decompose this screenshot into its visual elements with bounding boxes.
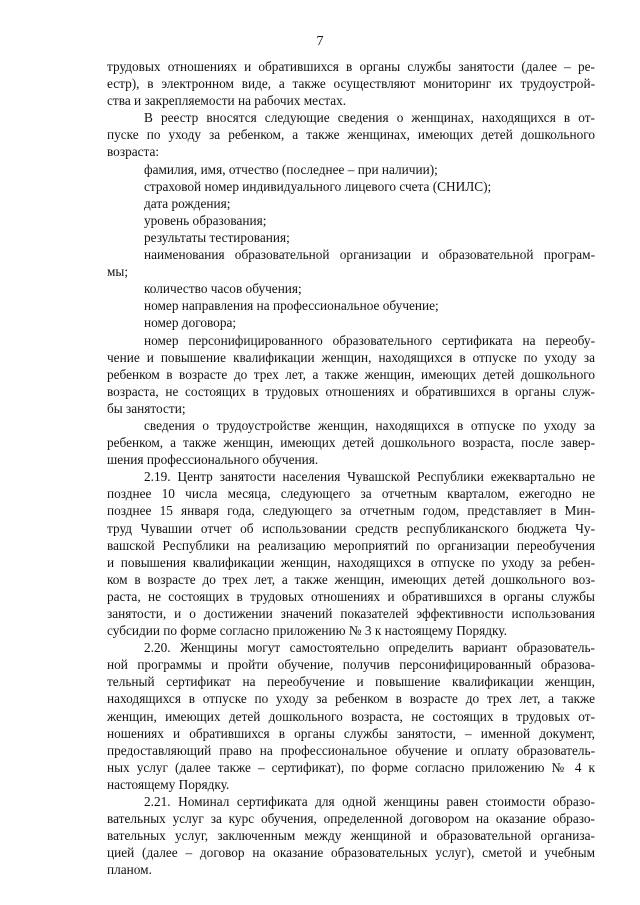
text-line: бы занятости; [107,400,186,416]
text-line: раста, не состоящих в трудовых отношениях и обратившихся в органы службы [107,588,595,604]
text-line: номер договора; [144,315,237,331]
text-line: номер персонифицированного образовательного сертификата на переобу- [144,332,595,348]
text-line: и повышения квалификации женщин, находящихся в отпуске по уходу за ребен- [107,554,595,570]
text-line: ной программы и пройти обучение, получив персонифицированный образова- [107,657,595,673]
text-line: номер направления на профессиональное обучение; [144,298,439,314]
text-line: страховой номер индивидуального лицевого счета (СНИЛС); [144,178,492,194]
text-line: мы; [107,264,129,280]
text-line: фамилия, имя, отчество (последнее – при наличии); [144,161,438,177]
text-line: позднее 15 января года, следующего за отчетным годом, представляет в Мин- [107,503,595,519]
text-line: ных услуг (далее также – сертификат), по форме согласно приложению № 4 к [107,759,595,775]
document-body [107,58,595,879]
text-line: цией (далее – договор на оказание образовательных услуг), сметой и учебным [107,845,595,861]
text-line: настоящему Порядку. [107,776,230,792]
page-number: 7 [316,34,324,49]
text-line: наименования образовательной организации и образовательной програм- [144,247,595,263]
text-line: пуске по уходу за ребенком, а также женщинах, имеющих детей дошкольного [107,127,595,143]
text-line: ношениях и обратившихся в органы службы занятости, – именной документ, [107,725,595,741]
text-line: трудовых отношениях и обратившихся в органы службы занятости (далее – ре- [107,59,595,74]
text-line: 2.20. Женщины могут самостоятельно определить вариант образователь- [144,640,595,656]
text-line: ребенком в возрасте до трех лет, а также женщин, имеющих детей дошкольного [107,366,595,382]
text-line: результаты тестирования; [144,229,290,245]
text-line: вательных услуг, заключенным между женщиной и образовательной организа- [107,828,595,844]
text-line: тельный сертификат на переобучение и повышение квалификации женщин, [107,674,595,690]
text-line: предоставляющий право на профессиональное обучение и оплату образователь- [107,742,595,758]
text-line: 2.19. Центр занятости населения Чувашской Республики ежеквартально не [144,469,595,485]
text-line: чение и повышение квалификации женщин, находящихся в отпуске по уходу за [107,349,595,365]
text-line: вашской Республики на реализацию мероприятий по организации переобучения [107,537,595,553]
text-line: шения профессионального обучения. [107,452,319,468]
text-line: естр), в электронном виде, а также осуществляют мониторинг их трудоустрой- [107,76,595,92]
text-line: ком в возрасте до трех лет, а также женщин, имеющих детей дошкольного воз- [107,571,595,587]
text-line: труд Чувашии отчет об использовании средств республиканского бюджета Чу- [107,520,595,536]
text-line: 2.21. Номинал сертификата для одной женщины равен стоимости образо- [144,794,595,810]
text-line: планом. [107,862,152,878]
text-line: ства и закрепляемости на рабочих местах. [107,93,347,109]
text-line: возраста, не состоящих в трудовых отношениях и обратившихся в органы служ- [107,383,595,399]
text-line: дата рождения; [144,195,231,211]
text-line: находящихся в отпуске по уходу за ребенком в возрасте до трех лет, а также [107,691,595,707]
text-line: сведения о трудоустройстве женщин, находящихся в отпуске по уходу за [144,417,595,433]
text-line: количество часов обучения; [144,281,302,297]
text-line: ребенком, а также женщин, имеющих детей дошкольного возраста, после завер- [107,435,595,451]
text-line: В реестр вносятся следующие сведения о женщинах, находящихся в от- [144,110,595,126]
text-line: занятости, и о достижении значений показателей эффективности использования [107,606,595,621]
text-line: вательных услуг за курс обучения, определенной договором на оказание образо- [107,811,595,827]
text-line: уровень образования; [144,212,267,228]
text-line: возраста: [107,144,160,160]
text-line: позднее 10 числа месяца, следующего за отчетным кварталом, ежегодно не [107,486,595,502]
text-line: женщин, имеющих детей дошкольного возраста, не состоящих в трудовых от- [107,708,595,724]
text-line: субсидии по форме согласно приложению № 3 к настоящему Порядку. [107,623,507,639]
